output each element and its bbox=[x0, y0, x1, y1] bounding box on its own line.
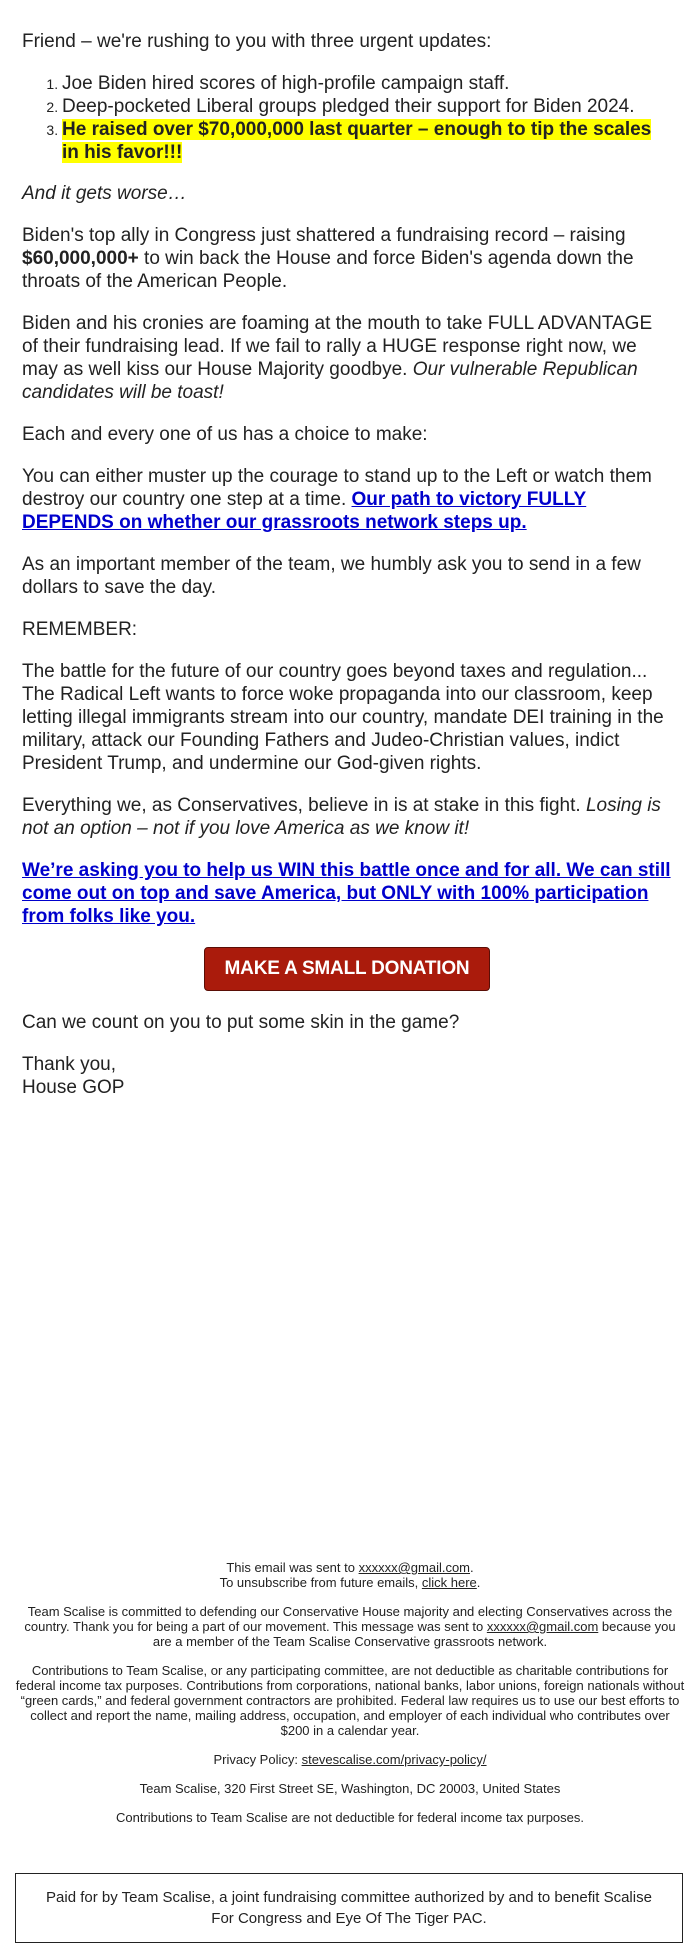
list-item: 1. Joe Biden hired scores of high-profile campaign staff. bbox=[62, 72, 672, 95]
recipient-email-link[interactable]: xxxxxx@gmail.com bbox=[358, 1560, 471, 1575]
footer-text: Privacy Policy: bbox=[213, 1752, 302, 1767]
list-item: 2. Deep-pocketed Liberal groups pledged their support for Biden 2024. bbox=[62, 95, 672, 118]
footer-text: Team Scalise is committed to defending our Conservative House majority and electing Conservatives across the country. Thank you for being a part of our movement. This message was sent to bbox=[24, 1604, 673, 1634]
paragraph-text: You can either muster up the courage to stand up to the Left or watch them destroy our country one step at a time. bbox=[22, 466, 652, 510]
paragraph-advantage bbox=[22, 312, 672, 404]
paragraph-battle: The battle for the future of our country goes beyond taxes and regulation... The Radical Left wants to force woke propaganda into our classroom, keep letting illegal immigrants stream into our country, mandate DEI training in the military, attack our Founding Fathers and Judeo-Christian values, indict President Trump, and undermine our God-given rights. bbox=[22, 661, 664, 774]
paragraph-text: Biden and his cronies are foaming at the mouth to take FULL ADVANTAGE of their fundraising lead. If we fail to rally a HUGE response right now, we may as well kiss our House Majority goodbye. bbox=[22, 313, 653, 380]
privacy-policy-link[interactable]: stevescalise.com/privacy-policy/ bbox=[301, 1752, 487, 1767]
sent-to-notice bbox=[14, 1560, 686, 1590]
record-amount: $60,000,000+ bbox=[22, 248, 139, 269]
donate-button[interactable]: MAKE A SMALL DONATION bbox=[204, 947, 491, 991]
paragraph-text: Everything we, as Conservatives, believe in is at stake in this fight. bbox=[22, 795, 586, 816]
mailing-address: Team Scalise, 320 First Street SE, Washington, DC 20003, United States bbox=[139, 1781, 561, 1796]
cta-container bbox=[22, 947, 672, 991]
email-body bbox=[22, 30, 672, 1118]
footer-text: . bbox=[476, 1575, 481, 1590]
paid-for-disclaimer bbox=[15, 1873, 683, 1943]
privacy-policy bbox=[14, 1752, 686, 1767]
email-footer bbox=[14, 1560, 686, 1839]
signature: House GOP bbox=[22, 1077, 125, 1098]
italic-text: Losing is not an option – not if you love America as we know it! bbox=[22, 795, 661, 839]
signoff: Thank you, bbox=[22, 1054, 116, 1075]
paragraph-ask: As an important member of the team, we humbly ask you to send in a few dollars to save the day. bbox=[22, 554, 641, 598]
unsubscribe-link[interactable]: click here bbox=[421, 1575, 477, 1590]
italic-text: Our vulnerable Republican candidates will be toast! bbox=[22, 359, 638, 403]
paragraph-remember: REMEMBER: bbox=[22, 619, 138, 640]
paragraph-question: Can we count on you to put some skin in the game? bbox=[22, 1012, 460, 1033]
highlighted-update: He raised over $70,000,000 last quarter – enough to tip the scales in his favor!!! bbox=[62, 119, 652, 163]
footer-text: because you are a member of the Team Scalise Conservative grassroots network. bbox=[152, 1619, 676, 1649]
signature-block bbox=[22, 1053, 672, 1099]
not-deductible-notice: Contributions to Team Scalise are not deductible for federal income tax purposes. bbox=[115, 1810, 585, 1825]
paid-for-text: Paid for by Team Scalise, a joint fundraising committee authorized by and to benefit Scalise For Congress and Eye Of The Tiger PAC. bbox=[46, 1889, 652, 1927]
paragraph-text: to win back the House and force Biden's agenda down the throats of the American People. bbox=[22, 248, 634, 292]
win-battle-link[interactable]: We’re asking you to help us WIN this battle once and for all. We can still come out on top and save America, but ONLY with 100% participation from folks like you. bbox=[22, 860, 671, 927]
commitment-notice bbox=[14, 1604, 686, 1649]
footer-text: To unsubscribe from future emails, bbox=[219, 1575, 422, 1590]
member-email-link[interactable]: xxxxxx@gmail.com bbox=[486, 1619, 599, 1634]
paragraph-win bbox=[22, 859, 672, 928]
list-item bbox=[62, 118, 672, 164]
footer-text: . bbox=[470, 1560, 474, 1575]
paragraph-choice: Each and every one of us has a choice to make: bbox=[22, 424, 428, 445]
paragraph-stake bbox=[22, 794, 672, 840]
path-to-victory-link[interactable]: Our path to victory FULLY DEPENDS on whether our grassroots network steps up. bbox=[22, 489, 587, 533]
greeting: Friend – we're rushing to you with three urgent updates: bbox=[22, 31, 492, 52]
contributions-notice: Contributions to Team Scalise, or any participating committee, are not deductible as charitable contributions for federal income tax purposes. Contributions from corporations, national banks, labor unions, foreign nationals without “green cards,” and federal government contractors are prohibited. Federal law requires us to use our best efforts to collect and report the name, mailing address, occupation, and employer of each individual who contributes over $200 in a calendar year. bbox=[15, 1663, 685, 1738]
updates-list bbox=[22, 72, 672, 164]
paragraph-courage bbox=[22, 465, 672, 534]
worse-text: And it gets worse… bbox=[22, 183, 187, 204]
paragraph-record bbox=[22, 224, 672, 293]
worse-line bbox=[22, 182, 672, 205]
paragraph-text: Biden's top ally in Congress just shattered a fundraising record – raising bbox=[22, 225, 626, 246]
footer-text: This email was sent to bbox=[226, 1560, 359, 1575]
